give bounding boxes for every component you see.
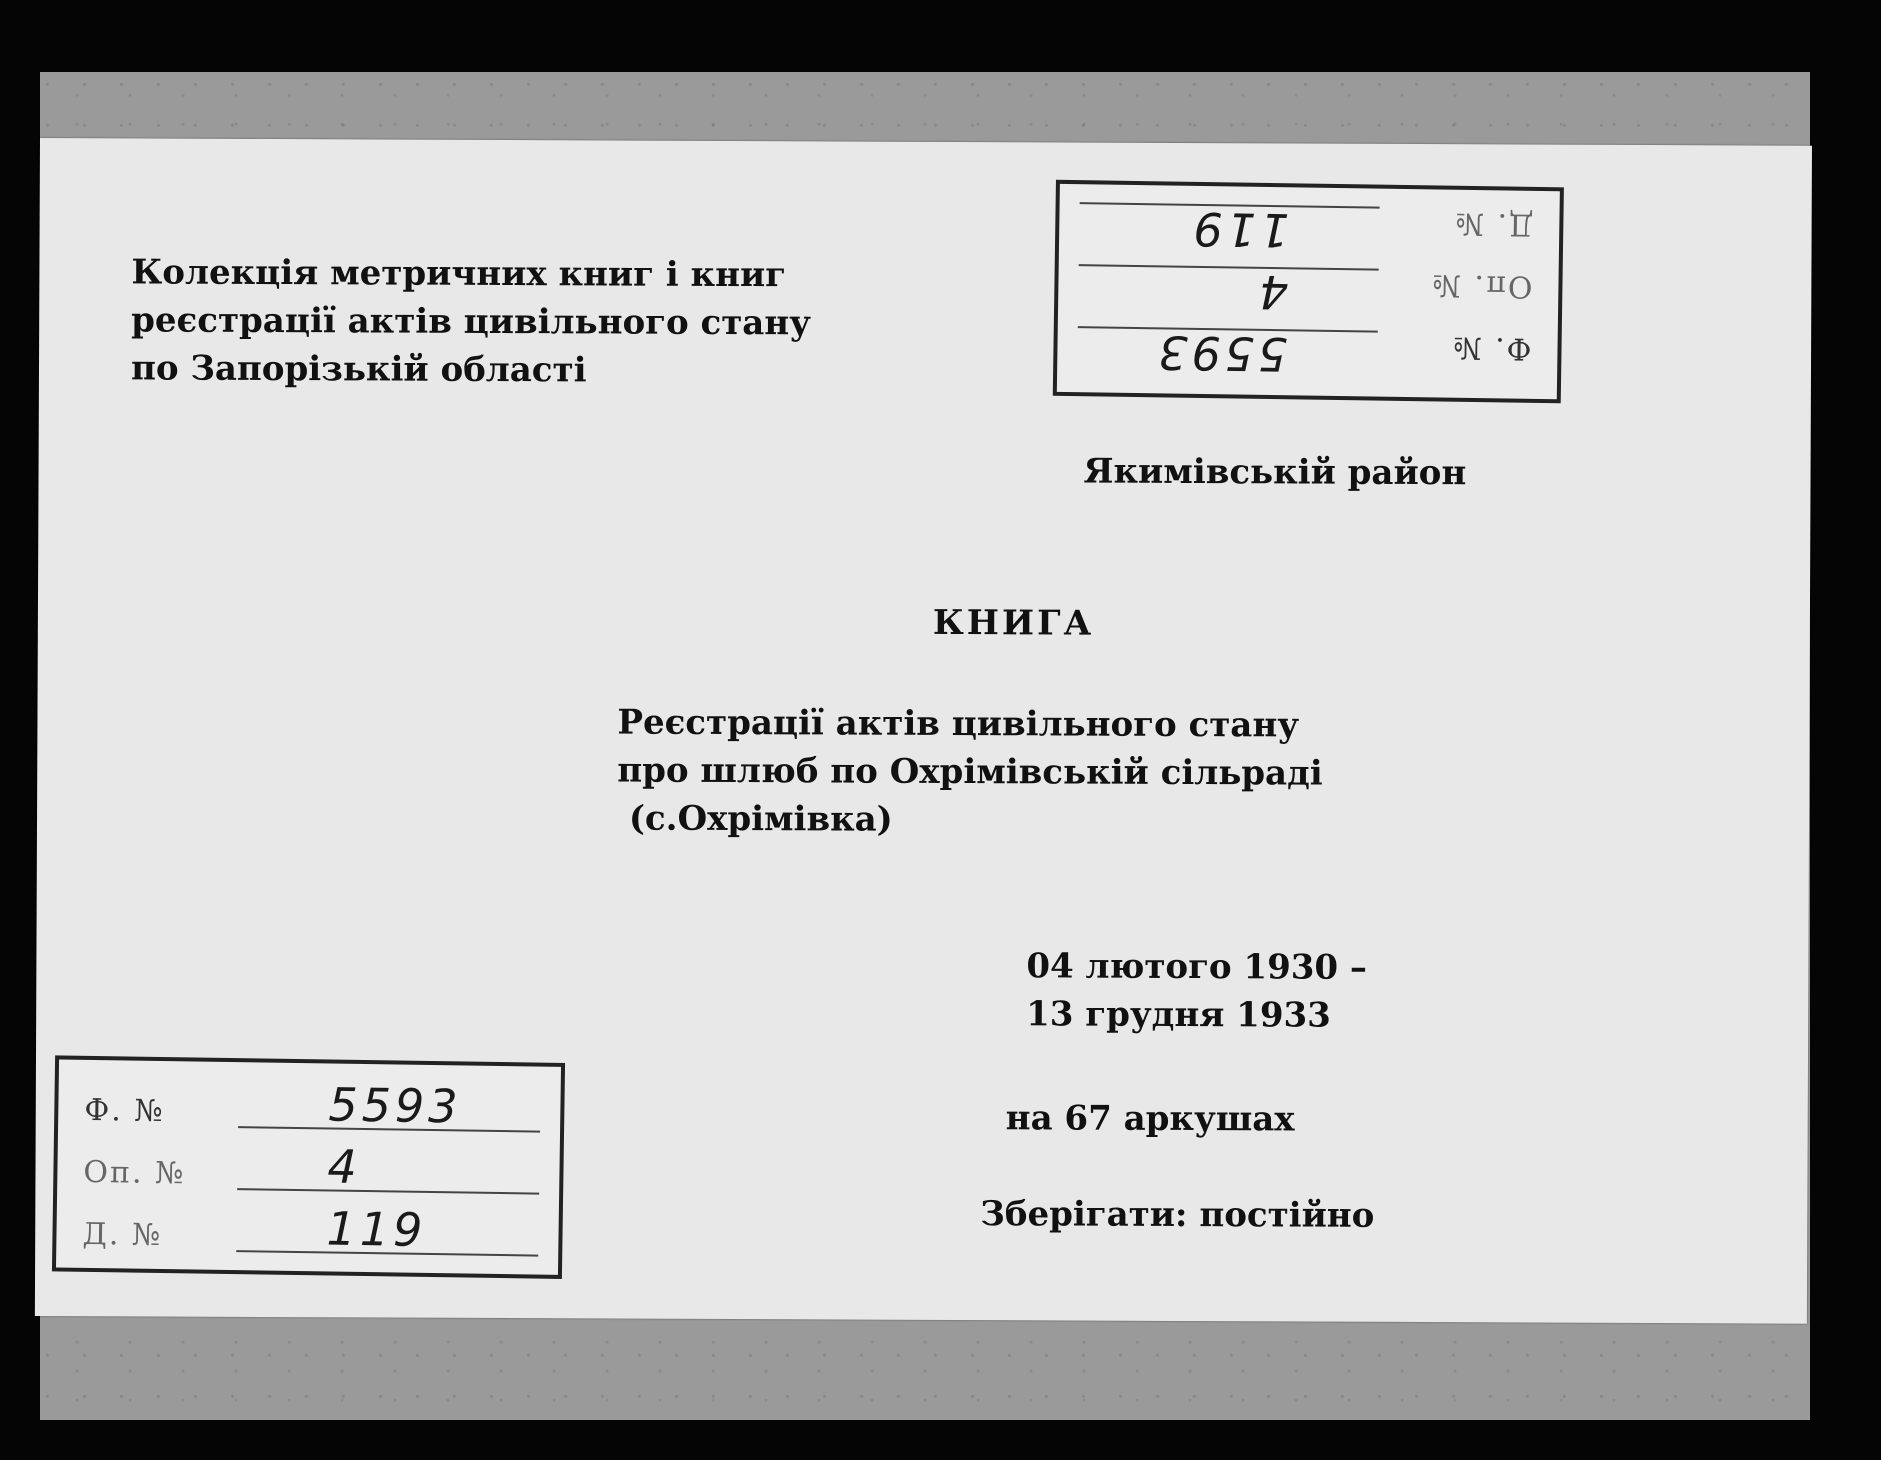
description-line: Реєстрації актів цивільного стану xyxy=(617,702,1300,746)
document-sheet xyxy=(35,138,1812,1324)
stamp-value: 5593 xyxy=(328,1077,462,1134)
stamp-row-fond xyxy=(78,1070,547,1139)
collection-line: Колекція метричних книг і книг xyxy=(131,252,787,296)
stamp-value: 4 xyxy=(1254,264,1289,320)
stamp-line xyxy=(237,1188,539,1194)
date-end: 13 грудня 1933 xyxy=(1026,994,1331,1036)
stamp-value: 5593 xyxy=(1153,325,1288,382)
stamp-row-sprava xyxy=(1073,196,1540,265)
sheet-count: на 67 аркушах xyxy=(1005,1098,1295,1140)
stamp-row-opys xyxy=(77,1132,546,1201)
collection-line: по Запорізькій області xyxy=(130,348,587,391)
archive-stamp-top xyxy=(1053,180,1564,404)
stamp-label: Ф. № xyxy=(84,1092,165,1130)
stamp-value: 4 xyxy=(327,1139,362,1194)
book-description xyxy=(617,699,1323,846)
district-name: Якимівській район xyxy=(1083,451,1467,494)
archive-stamp-bottom xyxy=(52,1055,565,1279)
stamp-row-opys xyxy=(1072,258,1539,327)
stamp-label: Д. № xyxy=(1453,205,1534,242)
retention-note: Зберігати: постійно xyxy=(980,1194,1375,1236)
collection-title xyxy=(131,248,811,395)
stamp-line xyxy=(1079,264,1379,270)
stamp-value: 119 xyxy=(326,1201,427,1257)
stamp-label: Оп. № xyxy=(1430,267,1533,304)
stamp-row-fond xyxy=(1071,320,1538,389)
description-line: (с.Охрімівка) xyxy=(616,798,893,840)
date-start: 04 лютого 1930 – xyxy=(1026,946,1368,988)
stamp-label: Оп. № xyxy=(83,1154,186,1192)
stamp-value: 119 xyxy=(1189,201,1290,258)
stamp-label: Ф. № xyxy=(1450,329,1532,366)
collection-line: реєстрації актів цивільного стану xyxy=(131,300,812,344)
stamp-label: Д. № xyxy=(82,1216,163,1254)
book-title: КНИГА xyxy=(932,602,1095,644)
description-line: про шлюб по Охрімівській сільраді xyxy=(617,750,1323,794)
stamp-row-sprava xyxy=(76,1194,545,1263)
date-range xyxy=(1026,942,1367,1039)
